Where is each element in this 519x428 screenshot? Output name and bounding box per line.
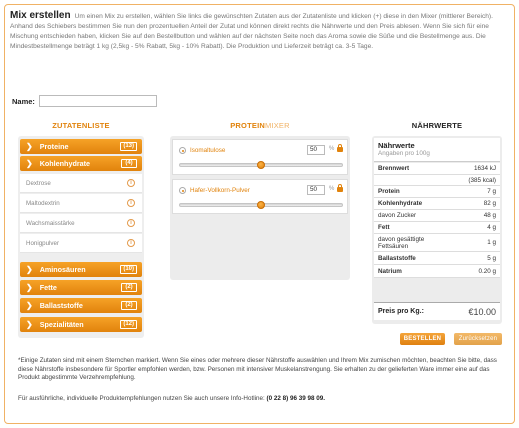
mixer-heading-light: MIXER	[264, 121, 290, 130]
percent-slider[interactable]	[179, 163, 343, 167]
nutrition-row	[374, 163, 500, 175]
ingredient-honigpulver[interactable]	[20, 234, 142, 253]
price-value: €10.00	[468, 306, 496, 317]
chevron-right-icon: ❯	[26, 142, 33, 151]
category-fette[interactable]	[20, 280, 142, 295]
percent-unit: %	[329, 146, 335, 152]
chevron-right-icon: ❯	[26, 265, 33, 274]
nutrition-row	[374, 210, 500, 222]
category-ballaststoffe[interactable]	[20, 298, 142, 313]
nutrition-value: 1 g	[487, 239, 496, 246]
nutrition-row	[374, 222, 500, 234]
hotline-number: (0 22 8) 96 39 98 09.	[266, 395, 325, 402]
hotline-label: Für ausführliche, individuelle Produktempfehlungen nutzen Sie auch unsere Info-Hotline:	[18, 395, 265, 402]
percent-unit: %	[329, 186, 335, 192]
page-title: Mix erstellen	[10, 10, 71, 21]
nutrition-key: Protein	[378, 188, 400, 195]
nutrition-key: davon Zucker	[378, 212, 417, 219]
category-aminosaeuren[interactable]	[20, 262, 142, 277]
nutrition-subtitle: Angaben pro 100g	[378, 150, 430, 157]
category-label: Proteine	[39, 142, 69, 151]
info-icon[interactable]: i	[127, 179, 135, 187]
info-icon[interactable]: i	[127, 199, 135, 207]
remove-radio[interactable]	[179, 147, 186, 154]
category-count: (2)	[121, 301, 137, 310]
category-count: (12)	[120, 320, 137, 329]
nutrition-panel	[372, 136, 502, 324]
category-label: Fette	[39, 283, 57, 292]
category-count: (2)	[121, 283, 137, 292]
zutatenliste-heading: ZUTATENLISTE	[52, 121, 110, 130]
nutrition-key: davon gesättigte Fettsäuren	[378, 235, 425, 250]
percent-slider[interactable]	[179, 203, 343, 207]
nutrition-value: 82 g	[483, 200, 496, 207]
category-count: (10)	[120, 265, 137, 274]
footnote: *Einige Zutaten sind mit einem Sternchen markiert. Wenn Sie eines oder mehrere dieser Nährstoffe auswählen und Ihrem Mix zumischen möchten, beachten Sie bitte, dass diese Nährstoffe insbesondere für Sportler empfohlen werden, bzw. Personen mit intensiver Muskelanstrengung. Sie erhalten zu der gelieferten Ware immer eine auf das Produkt abgestimmte Verzehrempfehlung.	[18, 357, 497, 382]
nutrition-key: Kohlenhydrate	[378, 200, 423, 207]
ingredient-maltodextrin[interactable]	[20, 194, 142, 213]
percent-input[interactable]: 50	[307, 185, 325, 195]
mixer-item	[172, 179, 348, 214]
ingredient-list	[18, 136, 144, 338]
name-row	[12, 95, 157, 107]
info-icon[interactable]: i	[127, 239, 135, 247]
nutrition-row	[374, 198, 500, 210]
category-spezialitaeten[interactable]	[20, 317, 142, 332]
lock-icon[interactable]	[337, 147, 343, 152]
nutrition-row	[374, 234, 500, 252]
lock-icon[interactable]	[337, 187, 343, 192]
name-label: Name:	[12, 96, 35, 106]
nutrition-row	[374, 252, 500, 265]
category-count: (13)	[120, 142, 137, 151]
nutrition-value: (385 kcal)	[468, 176, 496, 184]
info-icon[interactable]: i	[127, 219, 135, 227]
mixer-heading-bold: PROTEIN	[230, 121, 265, 130]
nutrition-value: 5 g	[487, 254, 496, 262]
nutrition-value: 7 g	[487, 188, 496, 195]
reset-button[interactable]: Zurücksetzen	[454, 333, 502, 345]
nutrition-value: 0.20 g	[478, 267, 496, 275]
ingredient-label: Honigpulver	[26, 239, 60, 247]
percent-input[interactable]: 50	[307, 145, 325, 155]
chevron-right-icon: ❯	[26, 320, 33, 329]
naehrwerte-heading: NÄHRWERTE	[411, 121, 463, 130]
nutrition-row	[374, 186, 500, 198]
nutrition-value: 1634 kJ	[473, 165, 496, 172]
nutrition-key: Natrium	[378, 267, 402, 275]
mixer-item-label: Isomaltulose	[190, 147, 226, 154]
nutrition-key: Fett	[378, 224, 390, 231]
category-label: Ballaststoffe	[39, 301, 83, 310]
category-kohlenhydrate[interactable]	[20, 156, 142, 171]
nutrition-key: Brennwert	[378, 165, 410, 172]
category-label: Aminosäuren	[39, 265, 86, 274]
nutrition-row	[374, 175, 500, 186]
nutrition-value: 4 g	[487, 224, 496, 231]
nutrition-row	[374, 265, 500, 278]
category-proteine[interactable]	[20, 139, 142, 154]
chevron-right-icon: ❯	[26, 301, 33, 310]
ingredient-dextrose[interactable]	[20, 174, 142, 193]
slider-handle[interactable]	[257, 161, 265, 169]
intro-description: Um einen Mix zu erstellen, wählen Sie links die gewünschten Zutaten aus der Zutatenliste und klicken (+) diese in den Mixer (mittlerer Bereich). Anhand des Schiebers bestimmen Sie nun den prozentuellen Anteil der Zutat und können direkt rechts die Nährwerte und den Preis ablesen. Wenn Sie sich für eine Mischung entschieden haben, klicken Sie auf den Bestellbutton und wählen auf der nächsten Seite noch das Aroma sowie die Süße und die Bestellmenge aus. Die Mindestbestellmenge beträgt 1 kg (2,5kg - 5% Rabatt, 5kg - 10% Rabatt). Die Produktion und Lieferzeit beträgt ca. 3-5 Tage.	[10, 13, 493, 50]
category-label: Spezialitäten	[39, 320, 84, 329]
name-input[interactable]	[39, 95, 157, 107]
category-label: Kohlenhydrate	[39, 159, 91, 168]
mixer-heading	[170, 121, 350, 130]
remove-radio[interactable]	[179, 187, 186, 194]
price-row	[374, 302, 500, 320]
mixer-item-label: Hafer-Vollkorn-Pulver	[190, 187, 250, 194]
category-count: (4)	[121, 159, 137, 168]
nutrition-key: Ballaststoffe	[378, 254, 416, 262]
mixer-item	[172, 139, 348, 175]
ingredient-wachsmaisstaerke[interactable]	[20, 214, 142, 233]
price-label: Preis pro Kg.:	[378, 308, 424, 315]
nutrition-header	[374, 138, 500, 162]
ingredient-label: Dextrose	[26, 179, 51, 187]
protein-mixer	[170, 136, 350, 280]
ingredient-label: Wachsmaisstärke	[26, 219, 75, 227]
nutrition-value: 48 g	[483, 212, 496, 219]
nutrition-title: Nährwerte	[378, 141, 415, 150]
chevron-right-icon: ❯	[26, 283, 33, 292]
intro-text	[10, 11, 506, 52]
slider-handle[interactable]	[257, 201, 265, 209]
ingredient-label: Maltodextrin	[26, 199, 60, 207]
order-button[interactable]: BESTELLEN	[400, 333, 445, 345]
chevron-right-icon: ❯	[26, 159, 33, 168]
hotline-text	[18, 395, 325, 402]
